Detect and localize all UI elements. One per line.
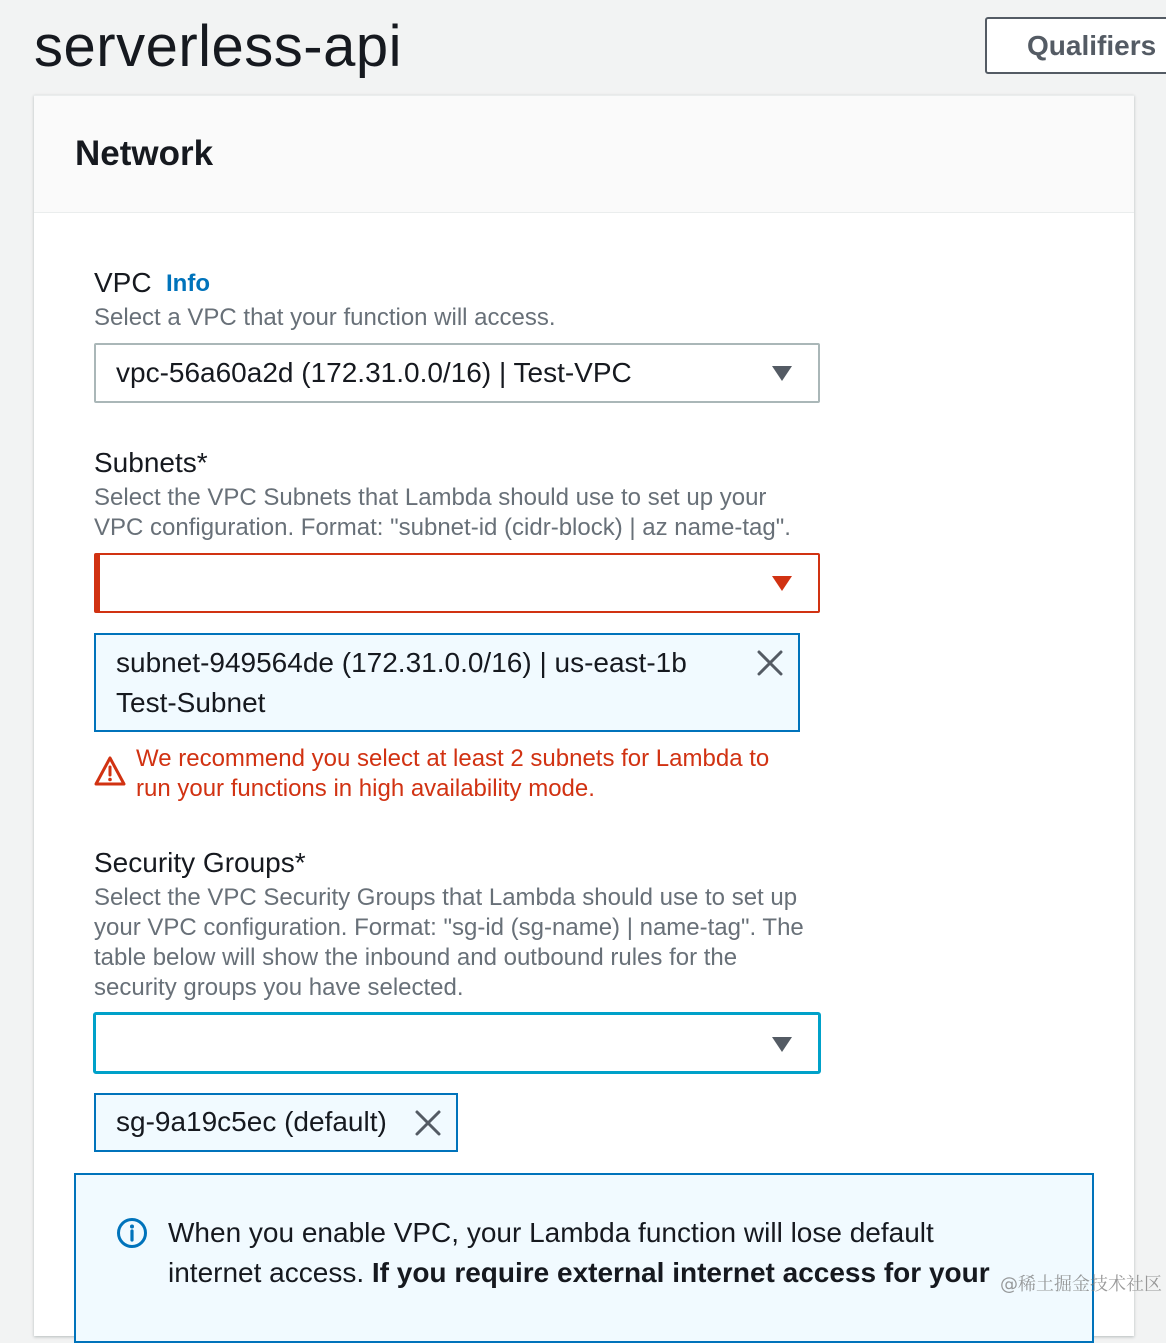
subnet-token-line1: subnet-949564de (172.31.0.0/16) | us-east-1b <box>116 647 687 678</box>
warning-text-line1: We recommend you select at least 2 subnets for Lambda to <box>136 745 770 772</box>
subnets-description-line2: VPC configuration. Format: "subnet-id (cidr-block) | az name-tag". <box>94 514 791 541</box>
subnets-label: Subnets* <box>94 447 208 478</box>
chevron-down-icon <box>772 366 792 381</box>
alert-text-line2-bold: If you require external internet access for your <box>371 1257 990 1288</box>
subnets-description-line1: Select the VPC Subnets that Lambda should use to set up your <box>94 484 767 511</box>
security-groups-description-line2: your VPC configuration. Format: "sg-id (sg-name) | name-tag". The <box>94 914 804 941</box>
info-icon <box>116 1217 148 1249</box>
vpc-select[interactable] <box>94 343 820 403</box>
chevron-down-icon <box>772 576 792 591</box>
security-groups-description-line4: security groups you have selected. <box>94 974 464 1001</box>
security-group-token-text: sg-9a19c5ec (default) <box>116 1106 387 1137</box>
subnet-token-line2: Test-Subnet <box>116 687 266 718</box>
security-groups-description-line1: Select the VPC Security Groups that Lambda should use to set up <box>94 884 798 911</box>
vpc-description: Select a VPC that your function will access. <box>94 304 556 331</box>
security-groups-description-line3: table below will show the inbound and outbound rules for the <box>94 944 738 971</box>
subnets-select[interactable] <box>94 553 820 613</box>
vpc-info-link[interactable]: Info <box>166 270 210 297</box>
vpc-label: VPC <box>94 267 152 298</box>
page-title: serverless-api <box>34 14 402 79</box>
security-groups-select[interactable] <box>93 1012 821 1074</box>
watermark: @稀土掘金技术社区 <box>1000 1274 1162 1295</box>
chevron-down-icon <box>772 1037 792 1052</box>
alert-text-line2: internet access. <box>168 1257 372 1288</box>
close-icon[interactable] <box>414 1109 442 1137</box>
close-icon[interactable] <box>756 649 784 677</box>
network-section-title: Network <box>75 134 214 173</box>
network-panel <box>34 95 1134 1336</box>
alert-text-line1: When you enable VPC, your Lambda function will lose default <box>168 1217 934 1248</box>
security-group-token <box>94 1093 458 1152</box>
subnet-token <box>94 633 800 732</box>
panel-header <box>34 96 1134 213</box>
qualifiers-button[interactable]: Qualifiers <box>985 17 1166 74</box>
warning-icon <box>94 756 126 786</box>
vpc-info-alert <box>74 1173 1094 1343</box>
security-groups-label: Security Groups* <box>94 847 306 878</box>
warning-text-line2: run your functions in high availability mode. <box>136 775 595 802</box>
vpc-selected-value: vpc-56a60a2d (172.31.0.0/16) | Test-VPC <box>116 357 632 388</box>
